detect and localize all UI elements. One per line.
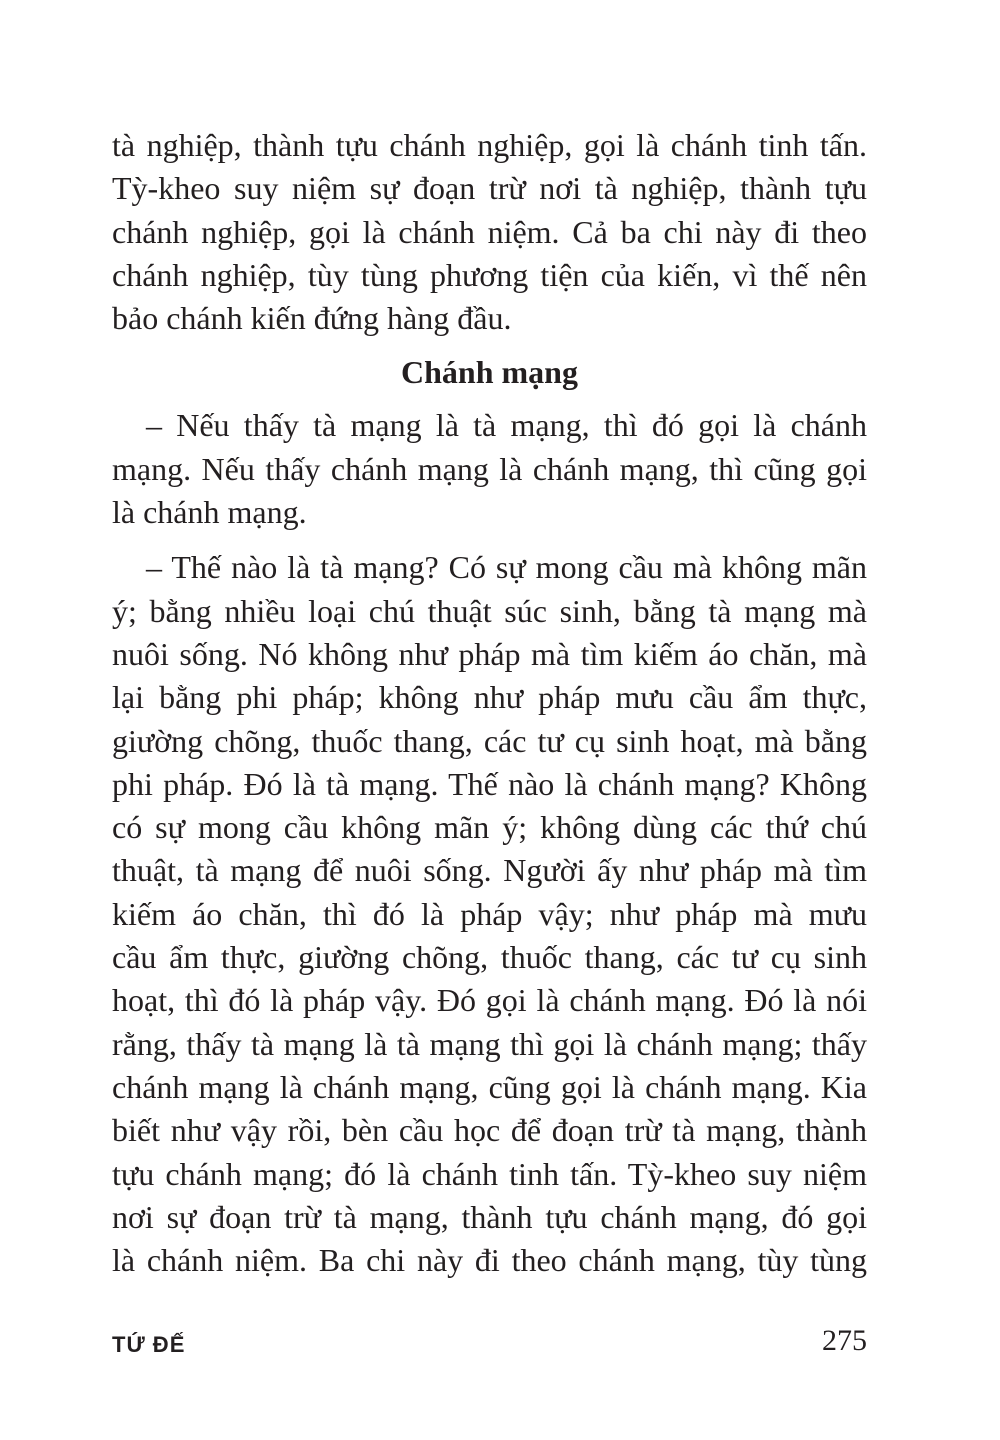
- text-line: Tỳ-kheo suy niệm sự đoạn trừ nơi tà nghiệp, thành tựu: [112, 170, 867, 207]
- text-line: bảo chánh kiến đứng hàng đầu.: [112, 300, 512, 337]
- text-line: mạng. Nếu thấy chánh mạng là chánh mạng, thì cũng gọi: [112, 450, 867, 487]
- text-line: rằng, thấy tà mạng là tà mạng thì gọi là chánh mạng; thấy: [112, 1025, 867, 1062]
- paragraph-1: [112, 124, 867, 340]
- text-line: chánh mạng là chánh mạng, cũng gọi là chánh mạng. Kia: [112, 1068, 867, 1105]
- text-line: hoạt, thì đó là pháp vậy. Đó gọi là chánh mạng. Đó là nói: [112, 982, 867, 1019]
- text-line: là chánh niệm. Ba chi này đi theo chánh mạng, tùy tùng: [112, 1242, 867, 1279]
- text-line: – Nếu thấy tà mạng là tà mạng, thì đó gọi là chánh: [146, 407, 867, 444]
- text-line: ý; bằng nhiều loại chú thuật súc sinh, bằng tà mạng mà: [112, 592, 867, 629]
- text-line: lại bằng phi pháp; không như pháp mưu cầu ẩm thực,: [112, 679, 867, 716]
- page-footer: [112, 1324, 867, 1368]
- text-line: tà nghiệp, thành tựu chánh nghiệp, gọi là chánh tinh tấn.: [112, 127, 867, 163]
- text-line: là chánh mạng.: [112, 494, 307, 531]
- page-number: 275: [822, 1324, 867, 1357]
- text-line: tựu chánh mạng; đó là chánh tinh tấn. Tỳ-kheo suy niệm: [112, 1155, 867, 1192]
- text-line: – Thế nào là tà mạng? Có sự mong cầu mà không mãn: [146, 549, 867, 586]
- text-line: nơi sự đoạn trừ tà mạng, thành tựu chánh mạng, đó gọi: [112, 1198, 867, 1235]
- paragraph-3: [112, 546, 867, 1282]
- text-line: cầu ẩm thực, giường chõng, thuốc thang, các tư cụ sinh: [112, 939, 867, 976]
- text-line: chánh nghiệp, gọi là chánh niệm. Cả ba chi này đi theo: [112, 213, 867, 250]
- paragraph-2: [112, 404, 867, 534]
- text-line: có sự mong cầu không mãn ý; không dùng các thứ chú: [112, 809, 867, 846]
- text-line: giường chõng, thuốc thang, các tư cụ sinh hoạt, mà bằng: [112, 722, 867, 759]
- running-title: TỨ ĐẾ: [112, 1332, 186, 1357]
- page-body: [112, 124, 867, 1282]
- text-line: thuật, tà mạng để nuôi sống. Người ấy như pháp mà tìm: [112, 852, 867, 889]
- text-line: biết như vậy rồi, bèn cầu học để đoạn trừ tà mạng, thành: [112, 1112, 867, 1149]
- text-line: phi pháp. Đó là tà mạng. Thế nào là chánh mạng? Không: [112, 765, 867, 802]
- text-line: nuôi sống. Nó không như pháp mà tìm kiếm áo chăn, mà: [112, 635, 867, 672]
- text-line: kiếm áo chăn, thì đó là pháp vậy; như pháp mà mưu: [112, 895, 867, 932]
- section-heading: Chánh mạng: [401, 354, 578, 391]
- text-line: chánh nghiệp, tùy tùng phương tiện của kiến, vì thế nên: [112, 256, 867, 293]
